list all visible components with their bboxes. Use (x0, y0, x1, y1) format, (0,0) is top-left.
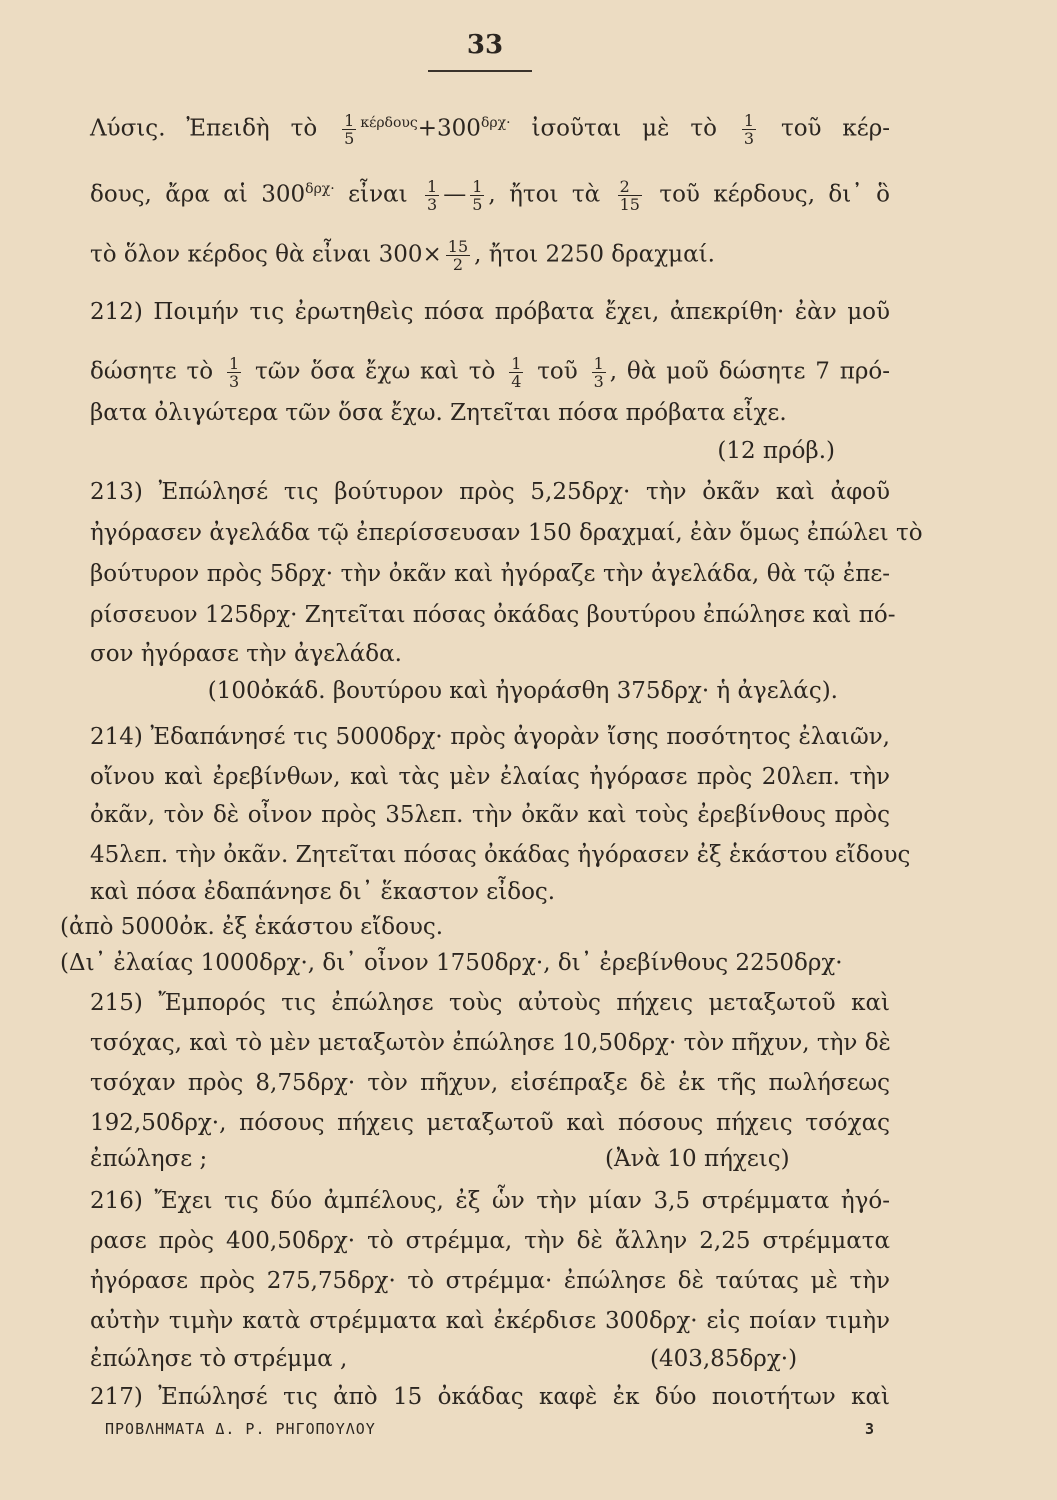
text-run: ἰσοῦται μὲ τὸ (510, 115, 717, 142)
text-line: 45λεπ. τὴν ὀκᾶν. Ζητεῖται πόσας ὀκάδας ἠγόρασεν ἐξ ἑκάστου εἴδους (90, 842, 911, 868)
text-run: τοῦ κέρδους, δι᾽ ὃ (645, 181, 891, 208)
text-run: ἐπώλησε τὸ στρέμμα , (90, 1346, 348, 1372)
text-line: 216) Ἔχει τις δύο ἀμπέλους, ἐξ ὧν τὴν μίαν 3,5 στρέμματα ἠγό- (90, 1188, 890, 1214)
text-line: βούτυρον πρὸς 5δρχ· τὴν ὀκᾶν καὶ ἠγόραζε τὴν ἀγελάδα, θὰ τῷ ἐπε- (90, 561, 890, 587)
fraction-numerator: 1 (511, 354, 522, 373)
text-line (90, 238, 890, 273)
minus-sign: — (443, 181, 467, 208)
text-line (90, 108, 890, 147)
fraction (227, 355, 241, 390)
fraction (618, 178, 642, 213)
text-line: βατα ὀλιγώτερα τῶν ὅσα ἔχω. Ζητεῖται πόσα πρόβατα εἶχε. (90, 400, 787, 426)
text-run: ἐπώλησε ; (90, 1146, 208, 1172)
text-line: 212) Ποιμήν τις ἐρωτηθεὶς πόσα πρόβατα ἔχει, ἀπεκρίθη· ἐὰν μοῦ (90, 299, 890, 325)
signature-mark: 3 (864, 1420, 875, 1438)
superscript: δρχ· (305, 181, 335, 197)
header-rule (428, 70, 532, 72)
page-footer (105, 1420, 895, 1438)
text-line (90, 355, 890, 390)
text-run: Λύσις. Ἐπειδὴ τὸ (90, 115, 318, 142)
text-run: δους, ἄρα αἱ 300 (90, 181, 306, 208)
fraction-denominator: 5 (344, 129, 355, 149)
fraction (342, 112, 356, 147)
text-line: ἠγόρασεν ἀγελάδα τῷ ἐπερίσσευσαν 150 δραχμαί, ἐὰν ὅμως ἐπώλει τὸ (90, 520, 923, 546)
answer-line: (ἀπὸ 5000ὀκ. ἐξ ἑκάστου εἴδους. (60, 914, 444, 940)
text-run: τὸ ὅλον κέρδος θὰ εἶναι 300× (90, 241, 442, 268)
text-line: 217) Ἐπώλησέ τις ἀπὸ 15 ὀκάδας καφὲ ἐκ δύο ποιοτήτων καὶ (90, 1384, 890, 1410)
answer-line: (Δι᾽ ἐλαίας 1000δρχ·, δι᾽ οἶνον 1750δρχ·, δι᾽ ἐρεβίνθους 2250δρχ· (60, 950, 843, 976)
text-line: ρασε πρὸς 400,50δρχ· τὸ στρέμμα, τὴν δὲ ἄλλην 2,25 στρέμματα (90, 1228, 890, 1254)
text-line: 192,50δρχ·, πόσους πήχεις μεταξωτοῦ καὶ πόσους πήχεις τσόχας (90, 1110, 890, 1136)
text-run: εἶναι (334, 181, 408, 208)
fraction (470, 178, 484, 213)
fraction-denominator: 15 (619, 195, 640, 215)
text-line: τσόχας, καὶ τὸ μὲν μεταξωτὸν ἐπώλησε 10,50δρχ· τὸν πῆχυν, τὴν δὲ (90, 1030, 891, 1056)
text-line: καὶ πόσα ἐδαπάνησε δι᾽ ἕκαστον εἶδος. (90, 879, 556, 905)
text-line: 213) Ἐπώλησέ τις βούτυρον πρὸς 5,25δρχ· τὴν ὀκᾶν καὶ ἀφοῦ (90, 479, 890, 505)
text-run: +300 (417, 115, 481, 142)
text-run: , ἤτοι 2250 δραχμαί. (474, 241, 715, 268)
fraction-numerator: 1 (344, 111, 355, 131)
fraction (446, 238, 470, 273)
text-line: αὐτὴν τιμὴν κατὰ στρέμματα καὶ ἐκέρδισε 300δρχ· εἰς ποίαν τιμὴν (90, 1308, 890, 1334)
fraction-numerator: 1 (743, 111, 755, 131)
fraction-numerator: 2 (618, 178, 642, 196)
fraction-denominator: 3 (427, 195, 438, 215)
answer-text: (Ἀνὰ 10 πήχεις) (605, 1146, 790, 1172)
text-run: δώσητε τὸ (90, 358, 214, 385)
text-line: οἴνου καὶ ἐρεβίνθων, καὶ τὰς μὲν ἐλαίας ἠγόρασε πρὸς 20λεπ. τὴν (90, 764, 890, 790)
fraction (425, 178, 439, 213)
fraction (509, 355, 523, 390)
text-line (90, 1344, 890, 1374)
answer-text: (403,85δρχ·) (650, 1346, 798, 1372)
text-run: τοῦ (527, 358, 578, 385)
fraction-numerator: 1 (593, 354, 604, 373)
text-line: ἠγόρασε πρὸς 275,75δρχ· τὸ στρέμμα· ἐπώλησε δὲ ταύτας μὲ τὴν (90, 1268, 890, 1294)
text-line (90, 174, 890, 213)
fraction-denominator: 3 (743, 129, 755, 149)
text-line: 214) Ἐδαπάνησέ τις 5000δρχ· πρὸς ἀγορὰν ἴσης ποσότητος ἐλαιῶν, (90, 724, 890, 750)
superscript: κέρδους (360, 115, 418, 131)
fraction-numerator: 1 (472, 177, 483, 197)
fraction-numerator: 15 (447, 237, 469, 256)
fraction-numerator: 1 (228, 354, 240, 373)
text-line: τσόχαν πρὸς 8,75δρχ· τὸν πῆχυν, εἰσέπραξε δὲ ἐκ τῆς πωλήσεως (90, 1070, 890, 1096)
fraction-denominator: 3 (228, 372, 240, 391)
fraction-denominator: 4 (511, 372, 522, 391)
fraction (742, 112, 756, 147)
text-line: ὀκᾶν, τὸν δὲ οἶνον πρὸς 35λεπ. τὴν ὀκᾶν καὶ τοὺς ἐρεβίνθους πρὸς (90, 802, 890, 828)
answer-line: (100ὀκάδ. βουτύρου καὶ ἠγοράσθη 375δρχ· ἡ ἀγελάς). (207, 678, 838, 704)
text-line: 215) Ἔμπορός τις ἐπώλησε τοὺς αὐτοὺς πήχεις μεταξωτοῦ καὶ (90, 990, 890, 1016)
fraction-denominator: 2 (452, 255, 464, 274)
page-number: 33 (466, 30, 504, 60)
text-run: τοῦ κέρ- (760, 115, 891, 142)
fraction-numerator: 1 (427, 177, 438, 197)
text-line: ρίσσευον 125δρχ· Ζητεῖται πόσας ὀκάδας βουτύρου ἐπώλησε καὶ πό- (90, 602, 896, 628)
text-run: , θὰ μοῦ δώσητε 7 πρό- (609, 358, 890, 385)
footer-title: ΠΡΟΒΛΗΜΑΤΑ Δ. Ρ. ΡΗΓΟΠΟΥΛΟΥ (105, 1420, 376, 1438)
fraction-denominator: 5 (472, 195, 483, 215)
fraction (592, 355, 606, 390)
answer-line: (12 πρόβ.) (717, 438, 835, 464)
text-line: σον ἠγόρασε τὴν ἀγελάδα. (90, 641, 402, 667)
text-run: , ἤτοι τὰ (488, 181, 601, 208)
superscript: δρχ· (480, 115, 511, 131)
text-line (90, 1144, 890, 1174)
text-run: τῶν ὅσα ἔχω καὶ τὸ (245, 358, 496, 385)
fraction-denominator: 3 (593, 372, 604, 391)
